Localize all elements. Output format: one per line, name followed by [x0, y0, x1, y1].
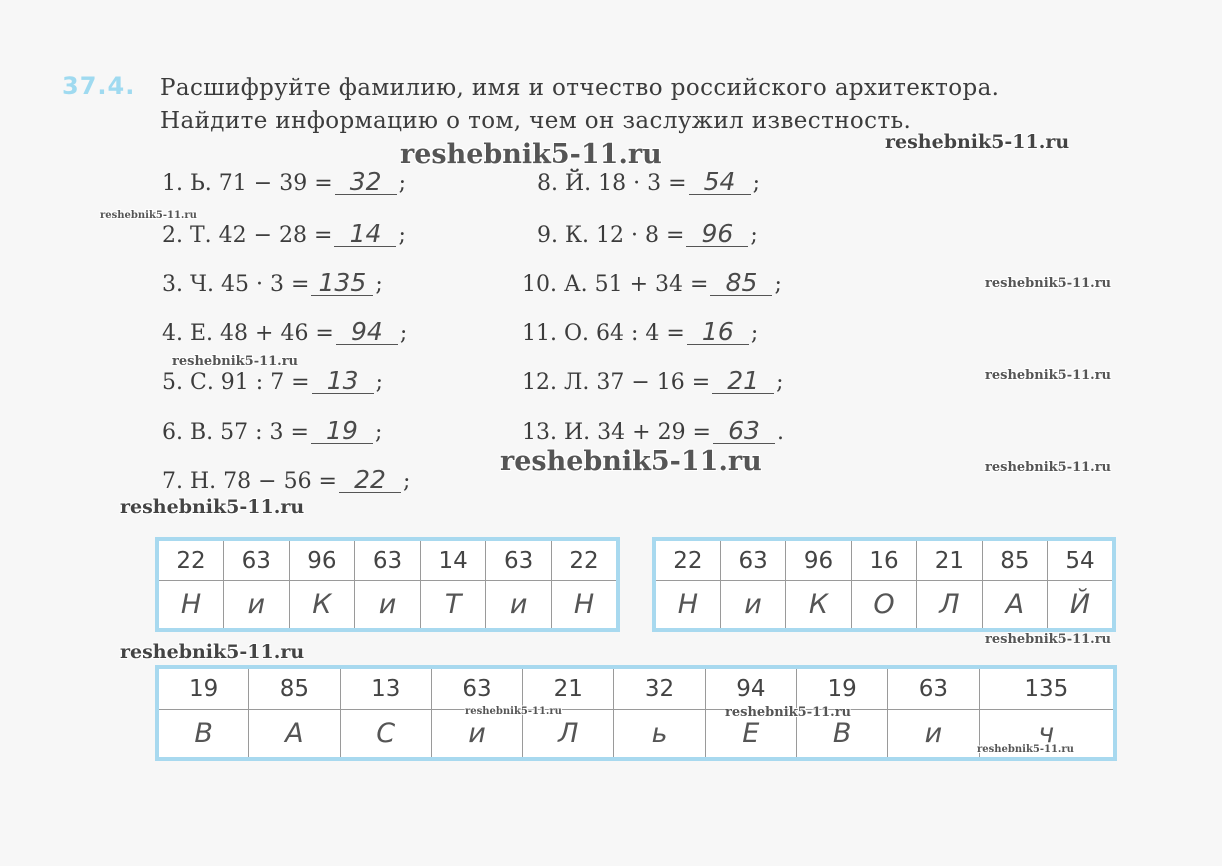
table-letter-cell: и — [720, 581, 785, 628]
exercise-1 — [162, 167, 407, 196]
table-number-cell: 22 — [551, 541, 616, 581]
exercise-2 — [162, 219, 406, 248]
exercise-3 — [162, 268, 383, 297]
cipher-table-grid — [159, 669, 1113, 757]
table-number-cell: 96 — [289, 541, 355, 581]
table-number-cell: 63 — [720, 541, 785, 581]
exercise-8 — [537, 167, 760, 196]
exercise-9 — [537, 219, 758, 248]
exercise-answer: 94 — [336, 320, 398, 345]
table-letter-cell: В — [796, 709, 887, 757]
exercise-end: ; — [752, 171, 760, 196]
watermark: reshebnik5-11.ru — [120, 641, 305, 663]
exercise-text: 8. Й. 18 · 3 = — [537, 171, 687, 196]
watermark: reshebnik5-11.ru — [120, 496, 305, 518]
table-letter-cell: ь — [614, 709, 705, 757]
exercise-text: 2. Т. 42 − 28 = — [162, 223, 333, 248]
exercise-7 — [162, 465, 411, 494]
exercise-end: ; — [403, 469, 411, 494]
exercise-6 — [162, 416, 383, 445]
watermark: reshebnik5-11.ru — [985, 632, 1112, 647]
watermark: reshebnik5-11.ru — [400, 139, 662, 170]
table-letter-cell: Т — [420, 581, 486, 628]
watermark: reshebnik5-11.ru — [465, 706, 562, 717]
table-row-letters — [159, 581, 616, 628]
exercise-end: ; — [375, 272, 383, 297]
table-number-cell: 63 — [355, 541, 421, 581]
exercise-answer: 16 — [687, 320, 749, 345]
cipher-table-name — [652, 537, 1116, 632]
table-letter-cell: ч — [979, 709, 1113, 757]
table-letter-cell: Л — [917, 581, 982, 628]
cipher-table-patronymic — [155, 665, 1117, 761]
exercise-end: ; — [398, 171, 407, 196]
watermark: reshebnik5-11.ru — [172, 354, 299, 369]
table-letter-cell: и — [224, 581, 290, 628]
exercise-end: ; — [375, 370, 384, 395]
exercise-answer: 135 — [311, 271, 373, 296]
exercise-text: 5. С. 91 : 7 = — [162, 370, 310, 395]
exercise-5 — [162, 366, 384, 395]
exercise-answer: 14 — [334, 222, 396, 247]
exercise-answer: 63 — [713, 419, 775, 444]
exercise-answer: 19 — [311, 419, 373, 444]
table-number-cell: 32 — [614, 669, 705, 709]
table-letter-cell: А — [982, 581, 1047, 628]
table-letter-cell: А — [249, 709, 340, 757]
exercise-text: 10. А. 51 + 34 = — [522, 272, 709, 297]
exercise-4 — [162, 317, 408, 346]
exercise-text: 1. Ь. 71 − 39 = — [162, 171, 333, 196]
exercise-text: 9. К. 12 · 8 = — [537, 223, 685, 248]
task-number: 37.4. — [62, 72, 136, 100]
watermark: reshebnik5-11.ru — [977, 744, 1074, 755]
table-row-numbers — [159, 669, 1113, 709]
table-number-cell: 19 — [796, 669, 887, 709]
table-number-cell: 54 — [1048, 541, 1112, 581]
watermark: reshebnik5-11.ru — [985, 460, 1112, 475]
exercise-10 — [522, 268, 782, 297]
task-line-1: Расшифруйте фамилию, имя и отчество российского архитектора. — [160, 75, 1000, 101]
exercise-answer: 85 — [710, 271, 772, 296]
exercise-answer: 21 — [712, 369, 774, 394]
watermark: reshebnik5-11.ru — [985, 276, 1112, 291]
watermark: reshebnik5-11.ru — [725, 705, 852, 720]
table-letter-cell: и — [355, 581, 421, 628]
table-letter-cell: С — [340, 709, 431, 757]
table-letter-cell: и — [486, 581, 552, 628]
exercise-end: ; — [776, 370, 784, 395]
exercise-end: ; — [374, 420, 383, 445]
table-row-numbers — [656, 541, 1112, 581]
exercise-answer: 96 — [686, 222, 748, 247]
table-number-cell: 85 — [982, 541, 1047, 581]
watermark: reshebnik5-11.ru — [885, 131, 1070, 153]
exercise-text: 12. Л. 37 − 16 = — [522, 370, 711, 395]
table-letter-cell: Н — [656, 581, 720, 628]
table-number-cell: 22 — [159, 541, 224, 581]
table-letter-cell: и — [431, 709, 522, 757]
table-number-cell: 21 — [523, 669, 614, 709]
exercise-text: 3. Ч. 45 · 3 = — [162, 272, 310, 297]
exercise-12 — [522, 366, 784, 395]
cipher-table-surname — [155, 537, 620, 632]
exercise-end: ; — [750, 223, 758, 248]
exercise-answer: 54 — [689, 170, 751, 195]
exercise-end: ; — [398, 223, 406, 248]
cipher-table-grid — [656, 541, 1112, 628]
table-row-letters — [159, 709, 1113, 757]
table-number-cell: 85 — [249, 669, 340, 709]
table-row-letters — [656, 581, 1112, 628]
watermark: reshebnik5-11.ru — [985, 368, 1112, 383]
table-number-cell: 14 — [420, 541, 486, 581]
table-number-cell: 63 — [888, 669, 979, 709]
table-letter-cell: Н — [551, 581, 616, 628]
task-statement — [160, 72, 999, 138]
table-letter-cell: Й — [1048, 581, 1112, 628]
table-number-cell: 16 — [851, 541, 916, 581]
watermark: reshebnik5-11.ru — [100, 210, 197, 221]
table-letter-cell: Н — [159, 581, 224, 628]
table-letter-cell: О — [851, 581, 916, 628]
task-line-2: Найдите информацию о том, чем он заслужил известность. — [160, 108, 912, 134]
exercise-text: 7. Н. 78 − 56 = — [162, 469, 337, 494]
exercise-text: 4. Е. 48 + 46 = — [162, 321, 334, 346]
table-number-cell: 22 — [656, 541, 720, 581]
table-letter-cell: Е — [705, 709, 796, 757]
exercise-end: ; — [750, 321, 759, 346]
table-letter-cell: К — [786, 581, 851, 628]
cipher-table-grid — [159, 541, 616, 628]
exercise-text: 11. О. 64 : 4 = — [522, 321, 685, 346]
table-number-cell: 94 — [705, 669, 796, 709]
exercise-answer: 13 — [312, 369, 374, 394]
exercise-end: ; — [774, 272, 782, 297]
exercise-11 — [522, 317, 759, 346]
table-number-cell: 63 — [486, 541, 552, 581]
exercise-text: 13. И. 34 + 29 = — [522, 420, 711, 445]
table-number-cell: 21 — [917, 541, 982, 581]
table-number-cell: 63 — [224, 541, 290, 581]
table-row-numbers — [159, 541, 616, 581]
table-letter-cell: и — [888, 709, 979, 757]
exercise-end: ; — [399, 321, 408, 346]
watermark: reshebnik5-11.ru — [500, 446, 762, 477]
table-letter-cell: Л — [523, 709, 614, 757]
table-letter-cell: К — [289, 581, 355, 628]
exercise-text: 6. В. 57 : 3 = — [162, 420, 309, 445]
exercise-answer: 22 — [339, 468, 401, 493]
table-number-cell: 135 — [979, 669, 1113, 709]
table-letter-cell: В — [159, 709, 249, 757]
table-number-cell: 19 — [159, 669, 249, 709]
table-number-cell: 63 — [431, 669, 522, 709]
exercise-answer: 32 — [335, 170, 397, 195]
table-number-cell: 96 — [786, 541, 851, 581]
table-number-cell: 13 — [340, 669, 431, 709]
exercise-13 — [522, 416, 784, 445]
exercise-end: . — [777, 420, 784, 445]
